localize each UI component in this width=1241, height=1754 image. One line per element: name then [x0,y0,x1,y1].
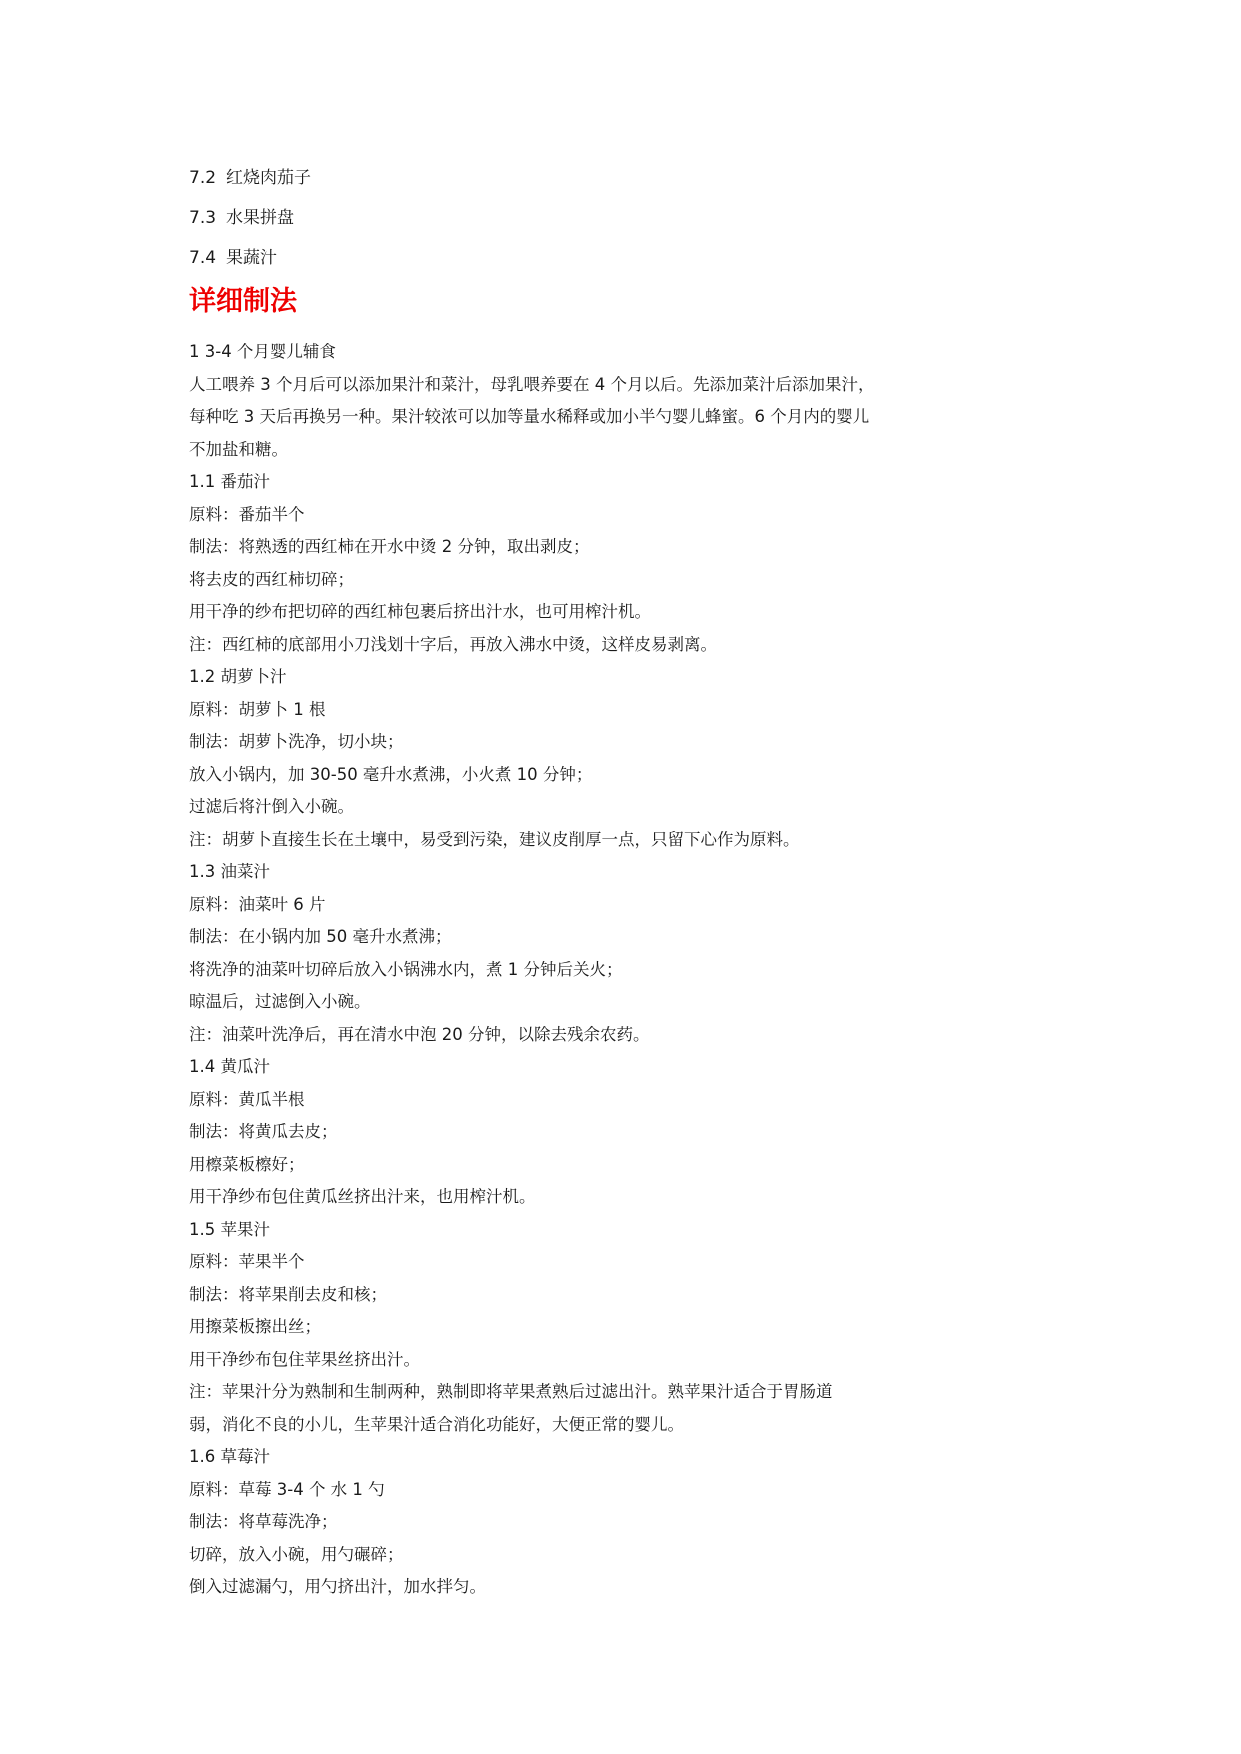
text-line: 人工喂养 3 个月后可以添加果汁和菜汁，母乳喂养要在 4 个月以后。先添加菜汁后添加果汁， [189,374,875,394]
text-line: 注：油菜叶洗净后，再在清水中泡 20 分钟，以除去残余农药。 [189,1024,650,1044]
text-line: 原料：油菜叶 6 片 [189,894,326,914]
text-line: 用干净纱布包住苹果丝挤出汁。 [189,1349,420,1369]
text-line: 原料：黄瓜半根 [189,1089,305,1109]
text-line: 1 3-4 个月婴儿辅食 [189,342,336,361]
toc-item-number: 7.3 [189,208,217,228]
subsection-title: 1.4 黄瓜汁 [189,1057,270,1076]
text-line: 用檫菜板檫好； [189,1154,305,1174]
text-line: 原料：胡萝卜 1 根 [189,699,326,719]
toc-item-title: 水果拼盘 [226,208,295,228]
body-text [189,336,989,1604]
subsection-title: 1.5 苹果汁 [189,1219,270,1239]
text-line: 过滤后将汁倒入小碗。 [189,797,354,816]
text-line: 注：胡萝卜直接生长在土壤中，易受到污染，建议皮削厚一点，只留下心作为原料。 [189,829,800,849]
text-line: 用擦菜板擦出丝； [189,1317,321,1336]
text-line: 制法：胡萝卜洗净，切小块； [189,732,404,751]
text-line: 制法：将苹果削去皮和核； [189,1284,387,1304]
toc-item-title: 红烧肉茄子 [226,168,312,188]
toc-item-number: 7.4 [189,248,217,268]
text-line: 制法：将熟透的西红柿在开水中烫 2 分钟，取出剥皮； [189,537,590,556]
text-line: 注：西红柿的底部用小刀浅划十字后，再放入沸水中烫，这样皮易剥离。 [189,634,717,654]
toc-item-title: 果蔬汁 [226,248,278,268]
text-line: 制法：将黄瓜去皮； [189,1122,338,1141]
text-line: 用干净的纱布把切碎的西红柿包裹后挤出汁水，也可用榨汁机。 [189,602,651,621]
text-line: 制法：在小锅内加 50 毫升水煮沸； [189,927,452,946]
document-page [189,0,989,1754]
subsection-title: 1.6 草莓汁 [189,1447,270,1466]
subsection-title: 1.2 胡萝卜汁 [189,667,287,686]
text-line: 不加盐和糖。 [189,439,288,459]
toc-item [189,203,311,243]
text-line: 晾温后，过滤倒入小碗。 [189,992,371,1011]
text-line: 切碎，放入小碗，用勺碾碎； [189,1544,404,1564]
text-line: 放入小锅内，加 30-50 毫升水煮沸，小火煮 10 分钟； [189,764,593,784]
text-line: 注：苹果汁分为熟制和生制两种，熟制即将苹果煮熟后过滤出汁。熟苹果汁适合于胃肠道 [189,1382,833,1401]
text-line: 弱，消化不良的小儿，生苹果汁适合消化功能好，大便正常的婴儿。 [189,1414,684,1434]
section-heading: 详细制法 [189,286,297,317]
text-line: 每种吃 3 天后再换另一种。果汁较浓可以加等量水稀释或加小半勺婴儿蜂蜜。6 个月内的婴儿 [189,407,870,426]
toc-item [189,243,311,283]
toc-item-number: 7.2 [189,168,217,188]
toc-item [189,163,311,203]
text-line: 将去皮的西红柿切碎； [189,569,354,589]
subsection-title: 1.1 番茄汁 [189,472,270,491]
text-line: 原料：草莓 3-4 个 水 1 勺 [189,1479,385,1499]
text-line: 制法：将草莓洗净； [189,1512,338,1531]
text-line: 将洗净的油菜叶切碎后放入小锅沸水内，煮 1 分钟后关火； [189,959,623,979]
toc-list [189,163,311,283]
subsection-title: 1.3 油菜汁 [189,862,270,881]
text-line: 倒入过滤漏勺，用勺挤出汁，加水拌匀。 [189,1577,486,1596]
text-line: 原料：番茄半个 [189,504,305,524]
text-line: 用干净纱布包住黄瓜丝挤出汁来，也用榨汁机。 [189,1187,536,1206]
text-line: 原料：苹果半个 [189,1252,305,1271]
